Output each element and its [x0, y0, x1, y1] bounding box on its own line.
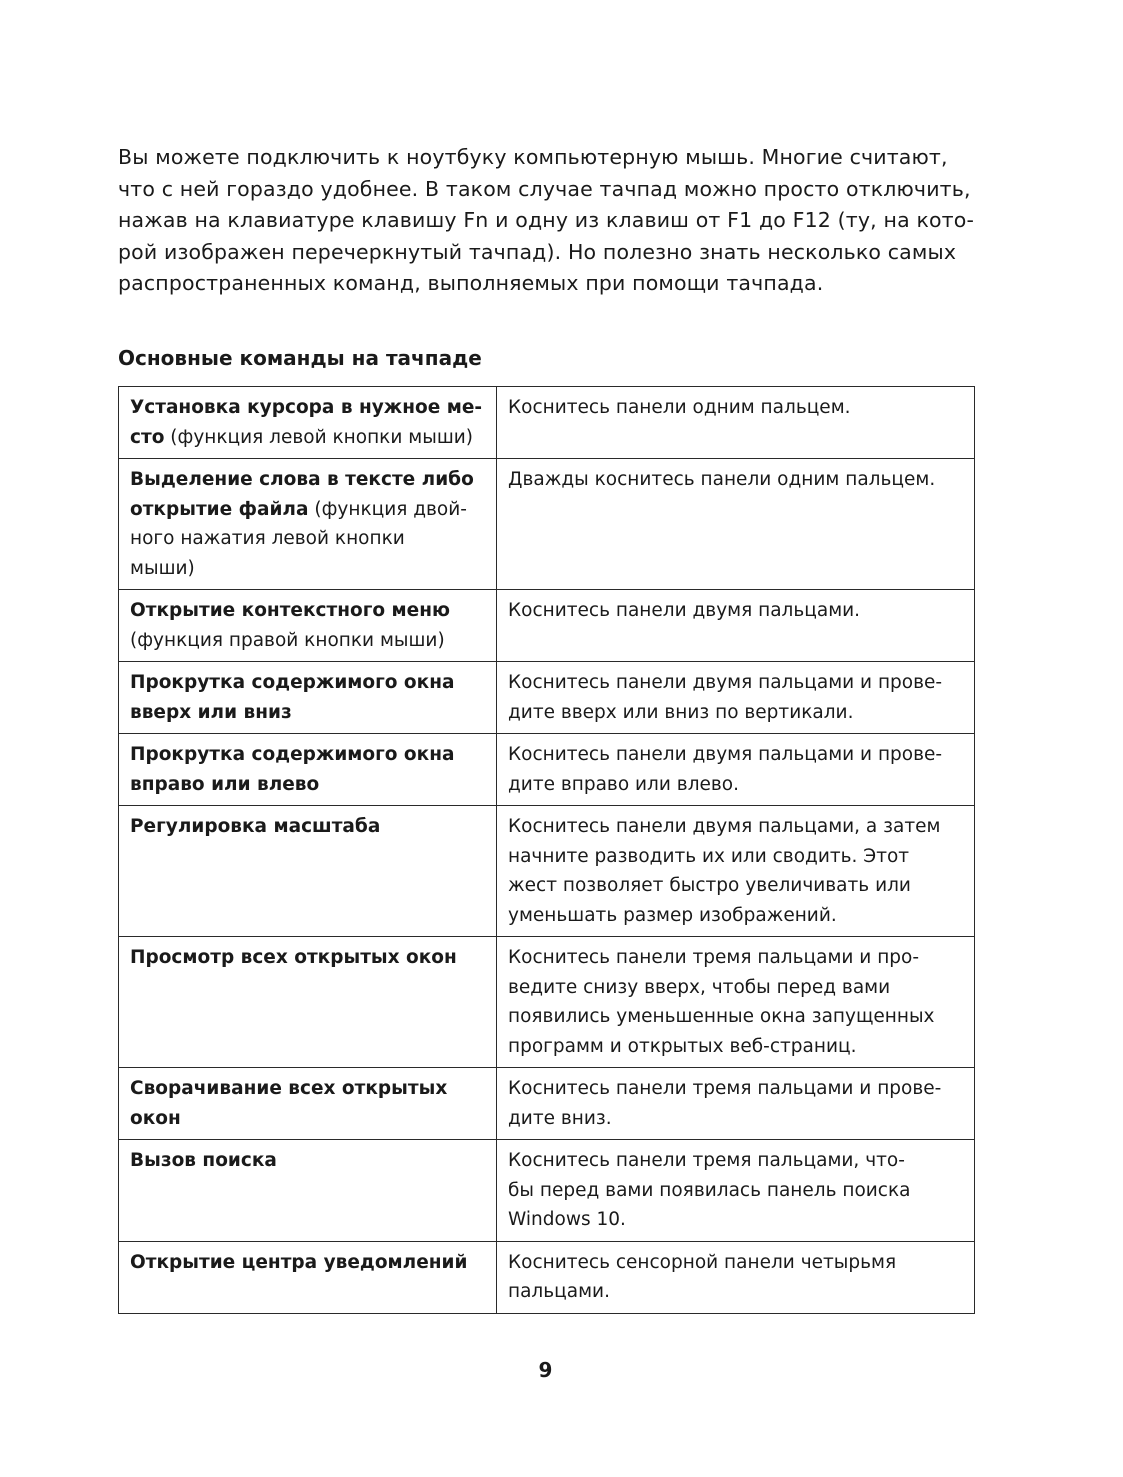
- action-line: [130, 596, 486, 626]
- gesture-line: программ и открытых веб-страниц.: [508, 1035, 857, 1057]
- gesture-line: Коснитесь панели тремя пальцами и прове-: [508, 1078, 942, 1099]
- action-line: [130, 1074, 486, 1104]
- action-note: (функция правой кнопки мыши): [130, 629, 445, 651]
- gesture-line: дите вниз.: [508, 1107, 612, 1129]
- action-cell: [119, 1140, 497, 1242]
- intro-line: что с ней гораздо удобнее. В таком случае тачпад можно просто отключить,: [118, 176, 971, 201]
- table-row: [119, 734, 975, 806]
- gesture-line: уменьшать размер изображений.: [508, 904, 837, 926]
- gesture-line: Коснитесь панели двумя пальцами.: [508, 600, 861, 621]
- gesture-line: начните разводить их или сводить. Этот: [508, 845, 910, 867]
- action-term: Открытие центра уведомлений: [130, 1251, 468, 1273]
- gesture-line: Коснитесь панели двумя пальцами, а затем: [508, 816, 941, 837]
- action-cell: [119, 806, 497, 937]
- action-term: Просмотр всех открытых окон: [130, 947, 457, 968]
- gesture-line: Коснитесь панели тремя пальцами, что-: [508, 1150, 905, 1171]
- table-row: [119, 1241, 975, 1313]
- gesture-line: Коснитесь панели двумя пальцами и прове-: [508, 744, 943, 765]
- action-term: Прокрутка содержимого окна: [130, 744, 455, 765]
- table-row: [119, 937, 975, 1068]
- action-cell: [119, 662, 497, 734]
- gesture-line: Коснитесь панели двумя пальцами и прове-: [508, 672, 943, 693]
- gesture-line: Windows 10.: [508, 1209, 626, 1230]
- action-line: [130, 393, 486, 423]
- gesture-line: Дважды коснитесь панели одним пальцем.: [508, 469, 936, 490]
- gesture-cell: [497, 387, 975, 459]
- page-number: 9: [538, 1358, 553, 1382]
- touchpad-commands-table: [118, 386, 975, 1314]
- action-term: Сворачивание всех открытых: [130, 1078, 448, 1099]
- table-row: [119, 662, 975, 734]
- table-row: [119, 1068, 975, 1140]
- action-term: вверх или вниз: [130, 701, 292, 723]
- intro-line: Вы можете подключить к ноутбуку компьютерную мышь. Многие считают,: [118, 145, 948, 169]
- gesture-line: ведите снизу вверх, чтобы перед вами: [508, 976, 891, 998]
- action-line: [130, 943, 486, 973]
- gesture-line: Коснитесь панели тремя пальцами и про-: [508, 947, 920, 968]
- action-term: Прокрутка содержимого окна: [130, 672, 455, 693]
- action-line: [130, 554, 486, 584]
- action-cell: [119, 734, 497, 806]
- table-row: [119, 1140, 975, 1242]
- action-cell: [119, 387, 497, 459]
- intro-line: нажав на клавиатуре клавишу Fn и одну из клавиш от F1 до F12 (ту, на кото-: [118, 208, 975, 232]
- table-body: [119, 387, 975, 1314]
- action-cell: [119, 1241, 497, 1313]
- action-note: ного нажатия левой кнопки: [130, 528, 405, 549]
- action-term: вправо или влево: [130, 773, 320, 795]
- action-cell: [119, 459, 497, 590]
- table-row: [119, 590, 975, 662]
- action-term: Регулировка масштаба: [130, 816, 381, 837]
- intro-line: рой изображен перечеркнутый тачпад). Но полезно знать несколько самых: [118, 239, 957, 264]
- gesture-cell: [497, 806, 975, 937]
- action-line: [130, 626, 486, 656]
- action-line: [130, 1104, 486, 1134]
- action-term: Установка курсора в нужное ме-: [130, 397, 483, 418]
- action-line: [130, 740, 486, 770]
- action-cell: [119, 590, 497, 662]
- gesture-line: дите вправо или влево.: [508, 773, 739, 795]
- table-row: [119, 387, 975, 459]
- action-line: [130, 812, 486, 842]
- gesture-cell: [497, 1068, 975, 1140]
- section-title: Основные команды на тачпаде: [118, 346, 482, 370]
- action-line: [130, 770, 486, 800]
- table-row: [119, 459, 975, 590]
- action-line: [130, 423, 486, 453]
- action-term: Выделение слова в тексте либо: [130, 469, 474, 490]
- gesture-line: дите вверх или вниз по вертикали.: [508, 701, 854, 723]
- action-cell: [119, 1068, 497, 1140]
- intro-paragraph: [118, 142, 980, 300]
- gesture-line: жест позволяет быстро увеличивать или: [508, 875, 911, 896]
- action-term: открытие файла: [130, 498, 309, 520]
- action-line: [130, 668, 486, 698]
- action-line: [130, 1146, 486, 1176]
- gesture-cell: [497, 734, 975, 806]
- action-line: [130, 698, 486, 728]
- gesture-cell: [497, 662, 975, 734]
- action-line: [130, 495, 486, 525]
- gesture-cell: [497, 1140, 975, 1242]
- gesture-line: Коснитесь панели одним пальцем.: [508, 397, 851, 418]
- gesture-cell: [497, 1241, 975, 1313]
- action-cell: [119, 937, 497, 1068]
- action-term: Вызов поиска: [130, 1150, 277, 1171]
- action-line: [130, 465, 486, 495]
- gesture-cell: [497, 459, 975, 590]
- gesture-line: бы перед вами появилась панель поиска: [508, 1179, 911, 1201]
- gesture-cell: [497, 590, 975, 662]
- gesture-line: появились уменьшенные окна запущенных: [508, 1006, 935, 1027]
- action-term: сто: [130, 426, 165, 448]
- gesture-line: пальцами.: [508, 1281, 610, 1302]
- intro-line: распространенных команд, выполняемых при помощи тачпада.: [118, 271, 824, 295]
- action-line: [130, 524, 486, 554]
- action-note: (функция двой-: [308, 498, 467, 520]
- action-note: (функция левой кнопки мыши): [164, 426, 473, 448]
- action-term: Открытие контекстного меню: [130, 600, 450, 621]
- table-row: [119, 806, 975, 937]
- gesture-line: Коснитесь сенсорной панели четырьмя: [508, 1251, 897, 1273]
- action-term: окон: [130, 1107, 181, 1129]
- action-line: [130, 1248, 486, 1278]
- action-note: мыши): [130, 557, 195, 579]
- gesture-cell: [497, 937, 975, 1068]
